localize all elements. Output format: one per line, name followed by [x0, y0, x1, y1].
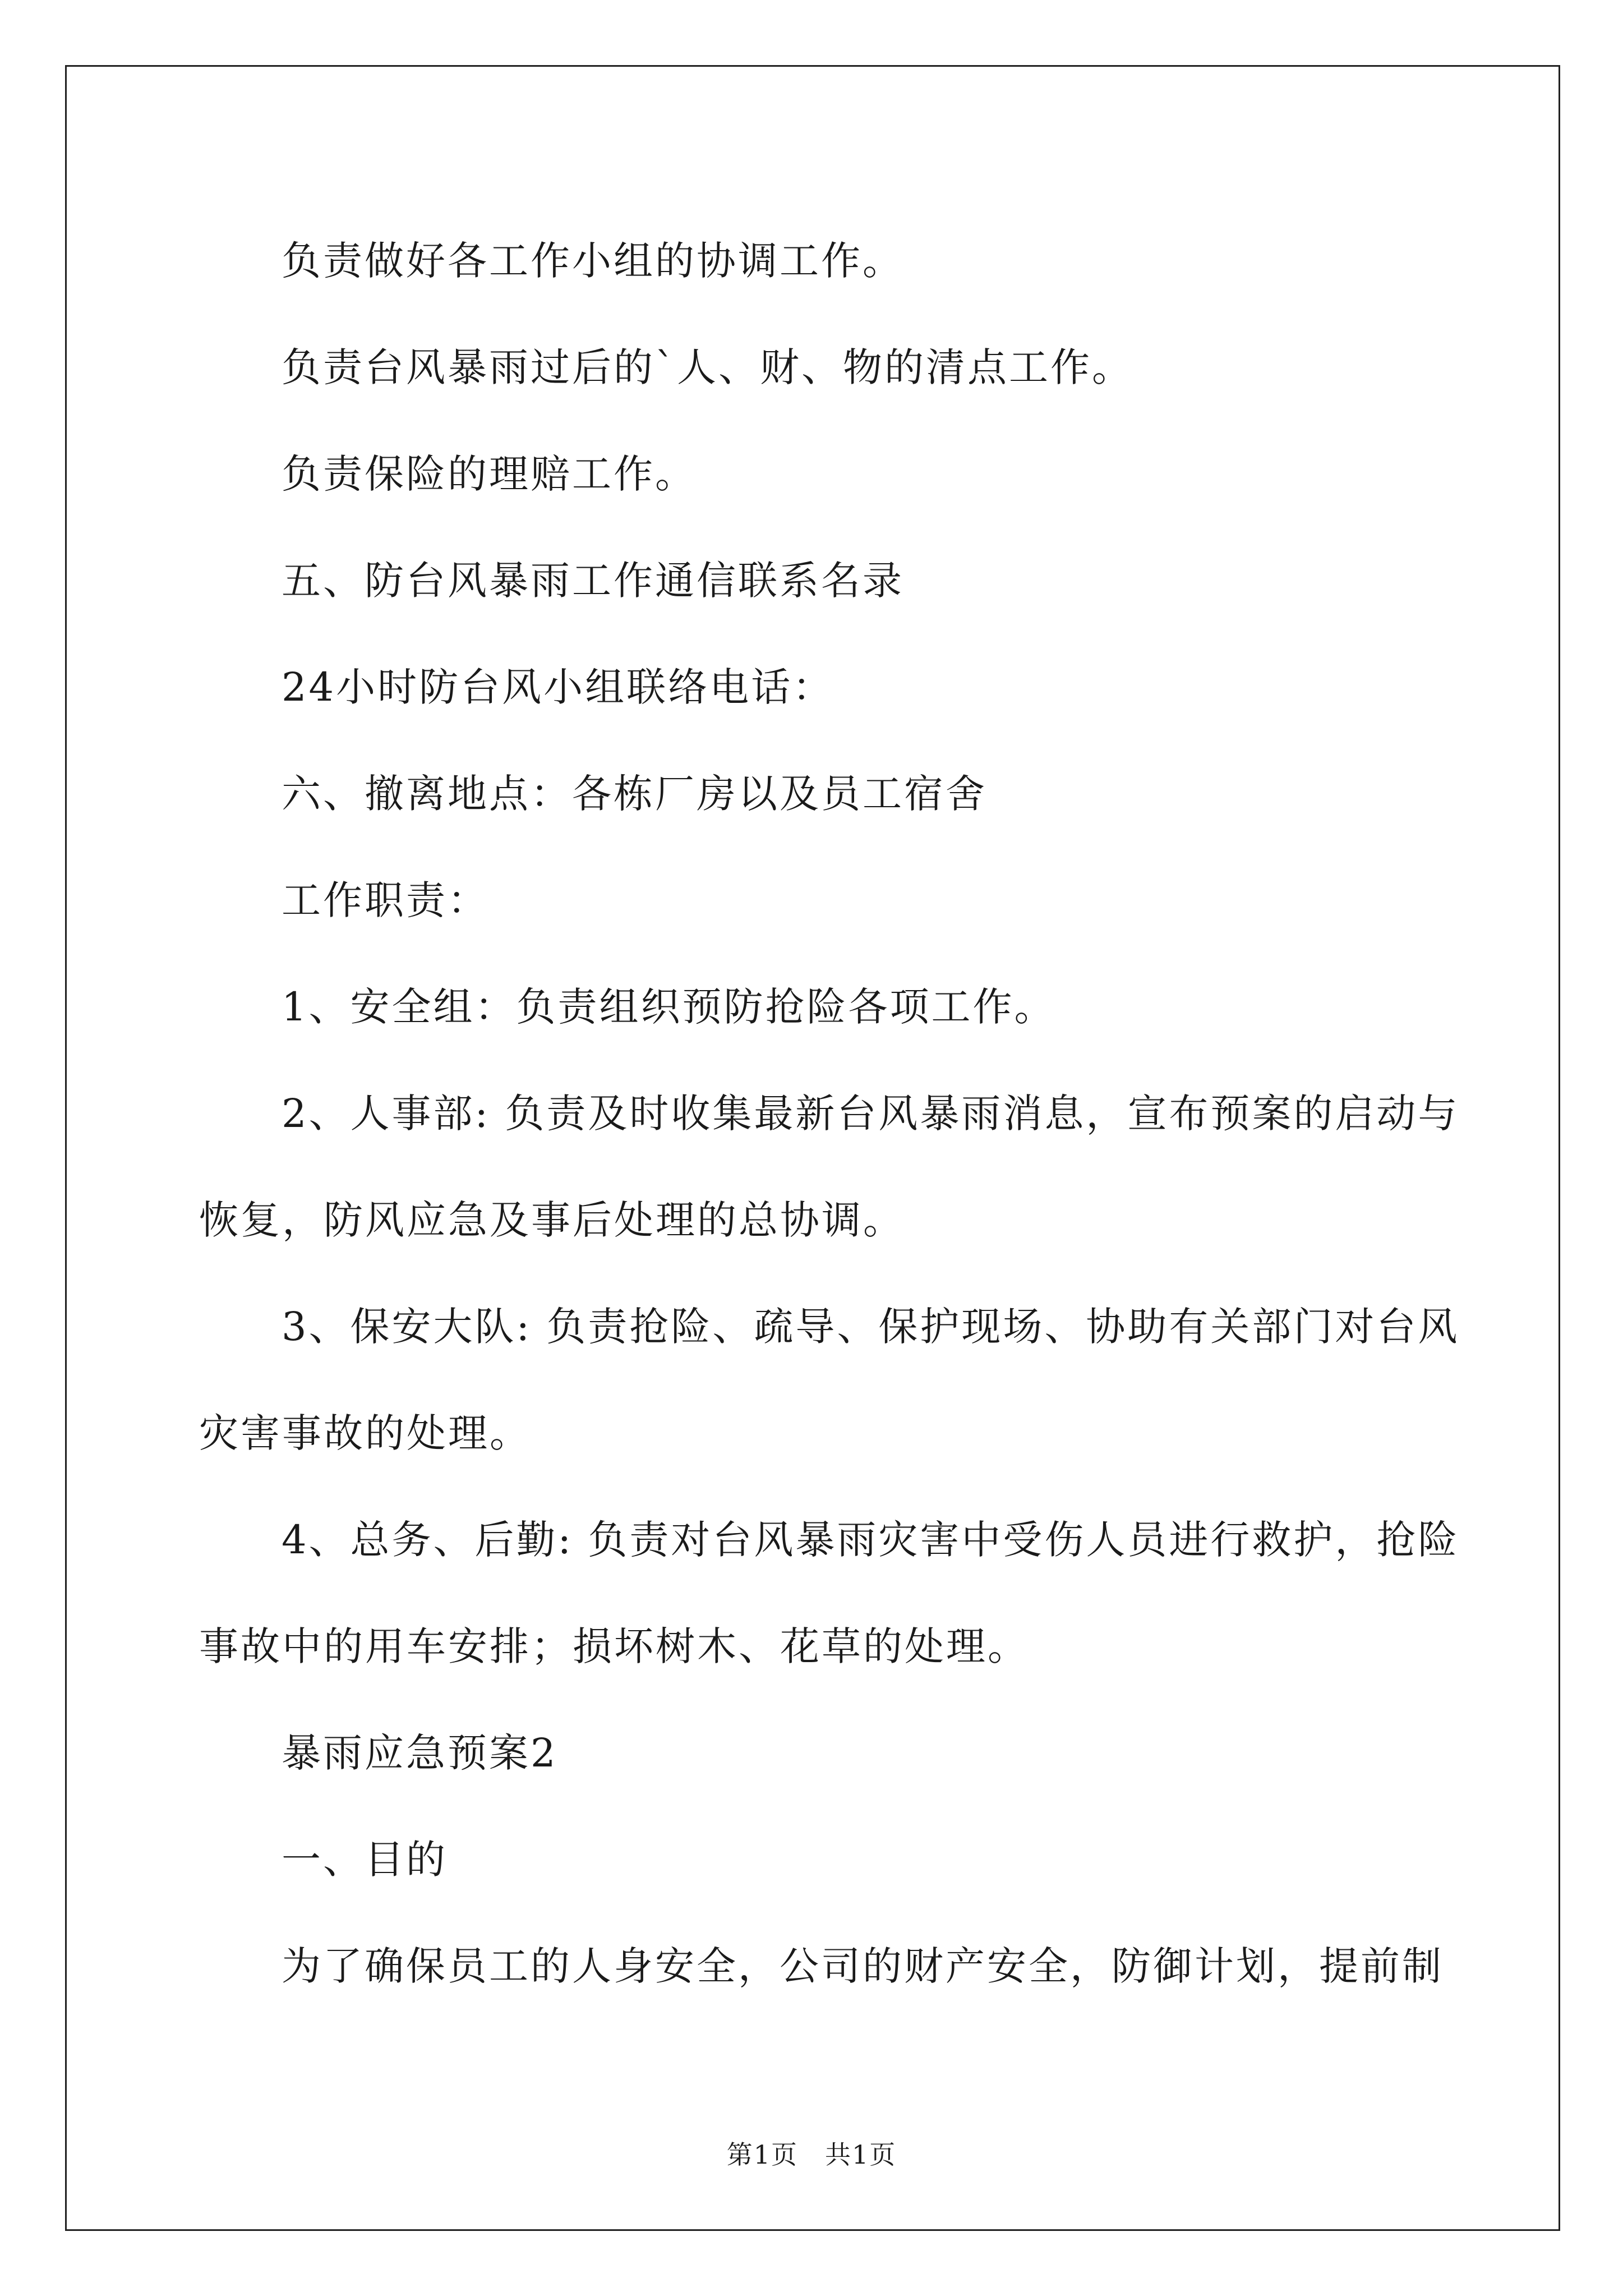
paragraph-duty-hr-line2: 恢复，防风应急及事后处理的总协调。 [199, 1197, 905, 1243]
paragraph-insurance: 负责保险的理赔工作。 [282, 451, 697, 497]
paragraph-duty-logistics-line1: 4、总务、后勤: 负责对台风暴雨灾害中受伤人员进行救护，抢险 [282, 1517, 1460, 1563]
paragraph-duty-security-line1: 3、保安大队: 负责抢险、疏导、保护现场、协助有关部门对台风 [282, 1304, 1460, 1350]
section-title-plan-2: 暴雨应急预案2 [282, 1730, 558, 1776]
section-heading-contacts: 五、防台风暴雨工作通信联系名录 [282, 558, 904, 604]
paragraph-duties-heading: 工作职责： [282, 877, 489, 923]
paragraph-hotline: 24小时防台风小组联络电话： [282, 664, 834, 710]
paragraph-duty-safety: 1、安全组：负责组织预防抢险各项工作。 [282, 984, 1056, 1030]
paragraph-duty-logistics-line2: 事故中的用车安排；损坏树木、花草的处理。 [199, 1623, 1029, 1669]
paragraph-duty-security-line2: 灾害事故的处理。 [199, 1410, 531, 1456]
section-heading-evacuation: 六、撤离地点：各栋厂房以及员工宿舍 [282, 771, 987, 817]
paragraph-inventory: 负责台风暴雨过后的`人、财、物的清点工作。 [282, 344, 1133, 390]
paragraph-coordination: 负责做好各工作小组的协调工作。 [282, 238, 904, 284]
page-footer: 第1页 共1页 [726, 2139, 897, 2170]
paragraph-purpose: 为了确保员工的人身安全，公司的财产安全，防御计划，提前制 [282, 1943, 1444, 1989]
paragraph-duty-hr-line1: 2、人事部: 负责及时收集最新台风暴雨消息，宣布预案的启动与 [282, 1091, 1460, 1137]
section-heading-purpose: 一、目的 [282, 1837, 448, 1883]
document-body [199, 208, 1460, 2019]
